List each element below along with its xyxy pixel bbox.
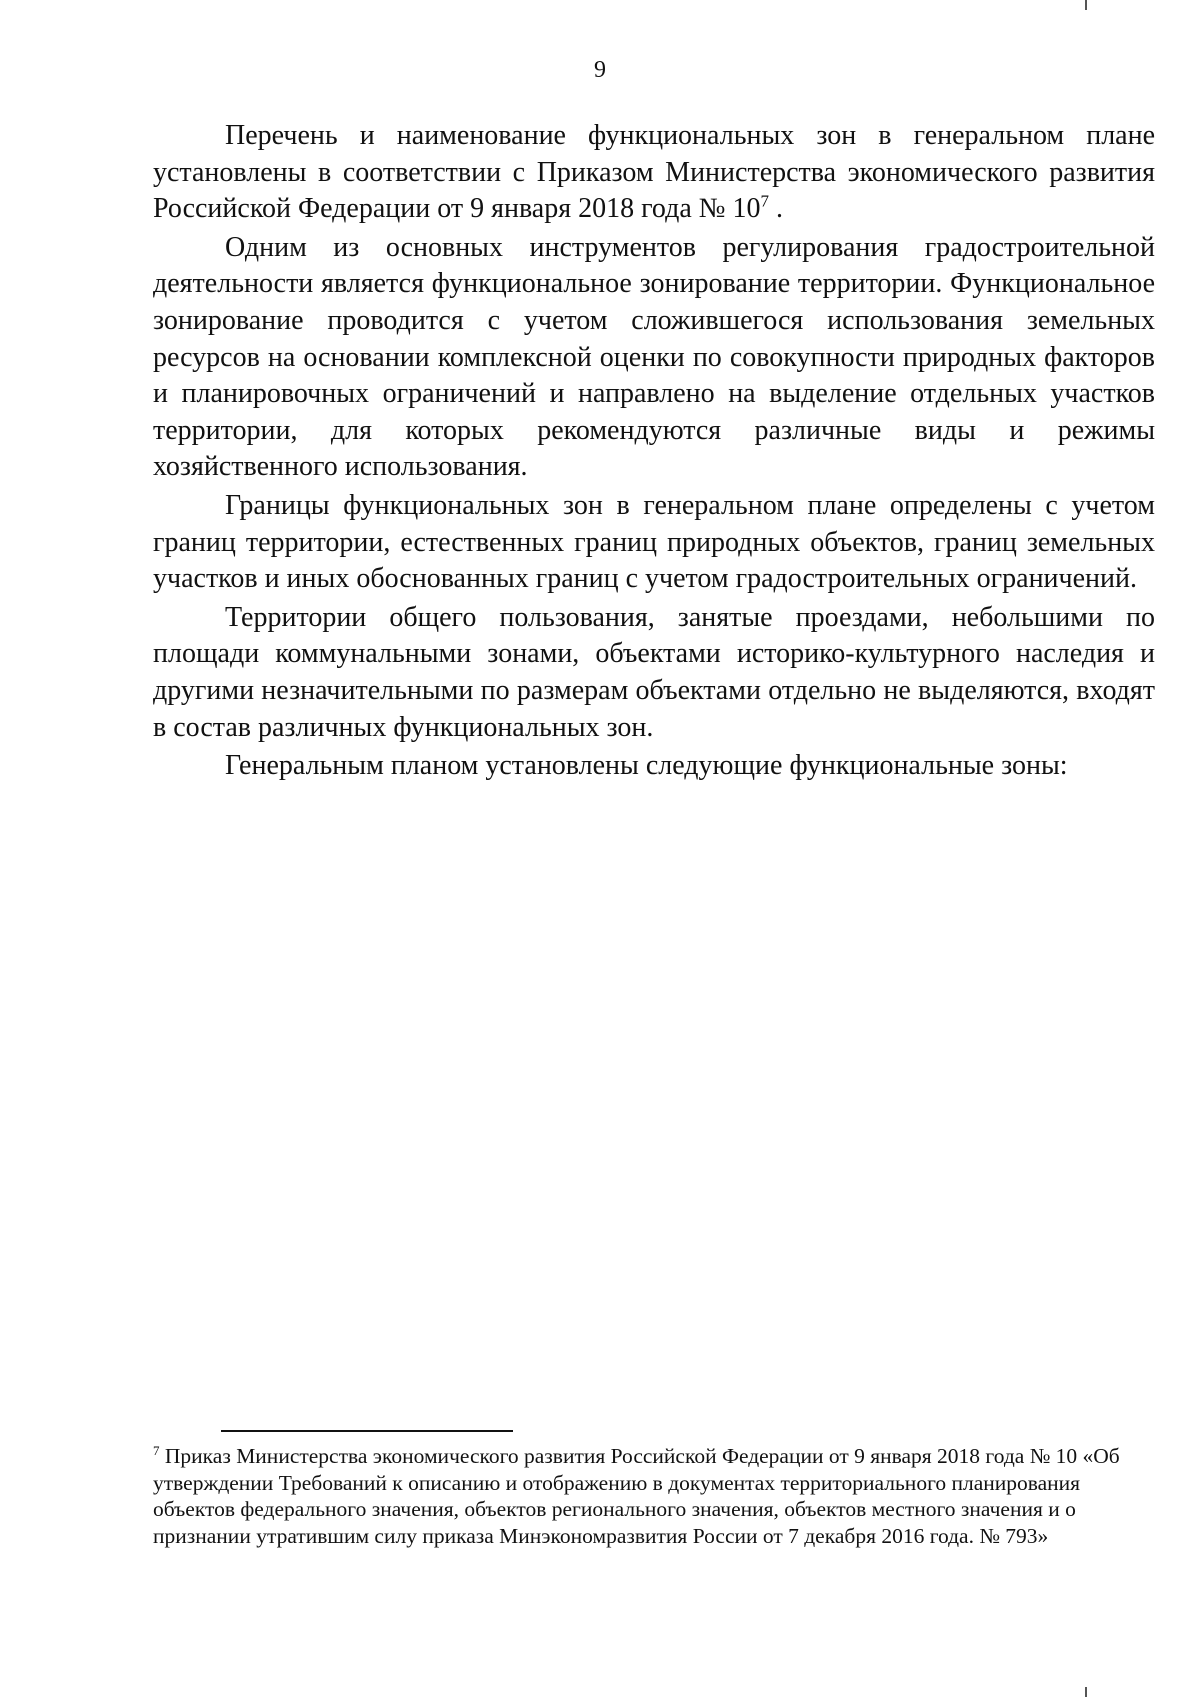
footnote [153, 1443, 1143, 1549]
paragraph-zone-list-order [153, 118, 1155, 228]
paragraph-text: Перечень и наименование функциональных зон в генеральном плане установлены в соответствии с Приказом Министерства экономического развития Российской Федерации от 9 января 2018 года № 10 [153, 120, 1155, 225]
paragraph-text-tail: . [768, 193, 783, 225]
scan-edge-mark-top [1085, 0, 1087, 10]
footnote-text: Приказ Министерства экономического развития Российской Федерации от 9 января 2018 года № 10 «Об утверждении Требований к описанию и отображению в документах территориального планирования объектов федерального значения, объектов регионального значения, объектов местного значения и о признании утратившим силу приказа Минэкономразвития России от 7 декабря 2016 года. № 793» [153, 1444, 1120, 1548]
paragraph-functional-zoning: Одним из основных инструментов регулирования градостроительной деятельности является функциональное зонирование территории. Функциональное зонирование проводится с учетом сложившегося использования земельных ресурсов на основании комплексной оценки по совокупности природных факторов и планировочных ограничений и направлено на выделение отдельных участков территории, для которых рекомендуются различные виды и режимы хозяйственного использования. [153, 231, 1155, 483]
paragraph-zone-boundaries: Границы функциональных зон в генеральном плане определены с учетом границ территории, естественных границ природных объектов, границ земельных участков и иных обоснованных границ с учетом градостроительных ограничений. [153, 489, 1155, 595]
footnote-reference[interactable]: 7 [760, 191, 769, 211]
paragraph-public-territories: Территории общего пользования, занятые проездами, небольшими по площади коммунальными зонами, объектами историко-культурного наследия и другими незначительными по размерам объектами отдельно не выделяются, входят в состав различных функциональных зон. [153, 601, 1155, 743]
page-number: 9 [594, 57, 606, 83]
footnote-separator [221, 1430, 513, 1432]
body-text [153, 118, 1155, 787]
scan-edge-mark-bottom [1085, 1687, 1087, 1697]
footnote-marker: 7 [153, 1442, 160, 1458]
footnote-entry [153, 1443, 1143, 1549]
paragraph-zones-intro: Генеральным планом установлены следующие функциональные зоны: [225, 750, 1068, 782]
